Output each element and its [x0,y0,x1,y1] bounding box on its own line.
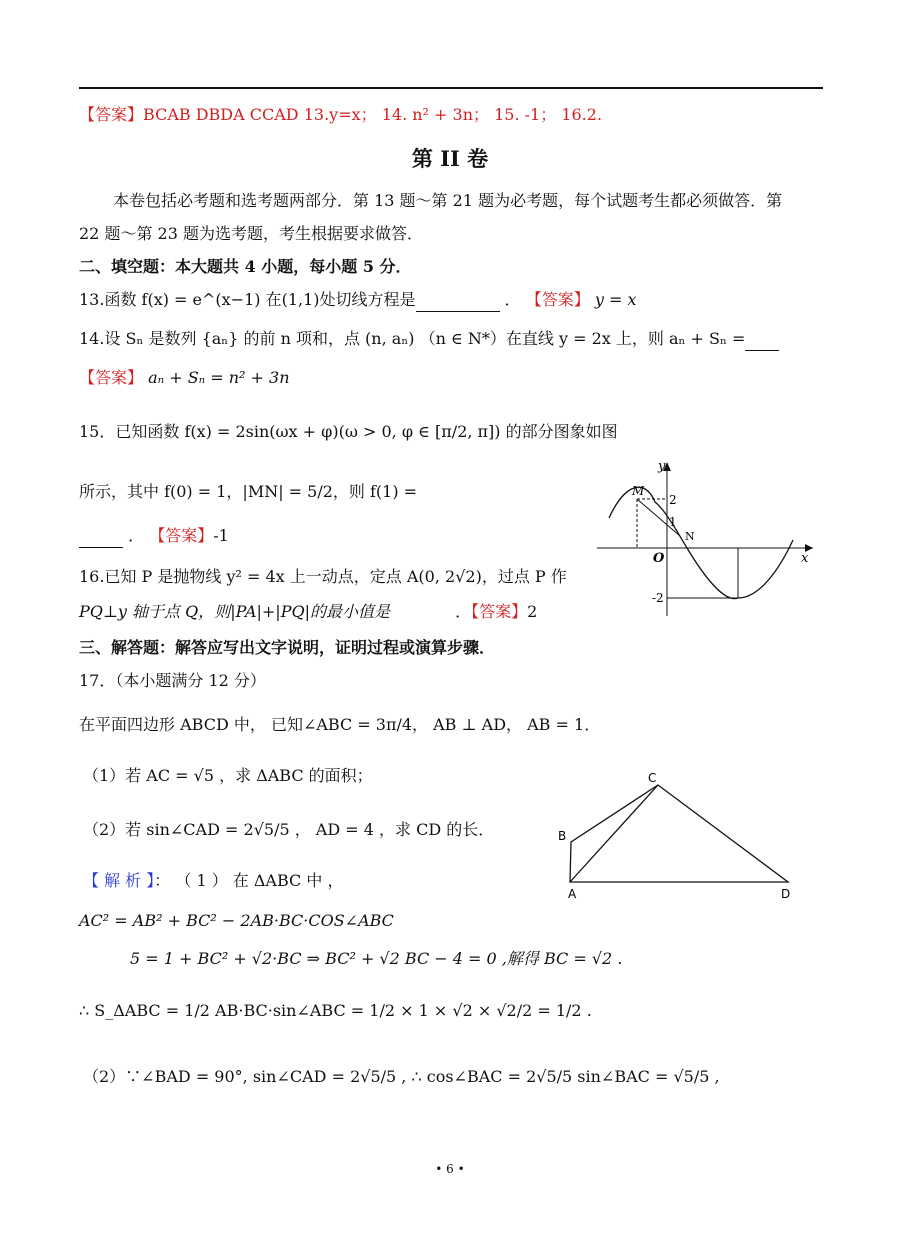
analysis-rest: ： （ 1 ） 在 ΔABC 中 ， [154,871,344,890]
section-fill-in: 二、填空题：本大题共 4 小题，每小题 5 分． [79,257,412,276]
q14-text: 14.设 Sₙ 是数列 {aₙ} 的前 n 项和，点 (n, aₙ) （n ∈ N*）在直线 y = 2x 上，则 aₙ + Sₙ = [79,329,746,348]
q15-answer-line: ． 【答案】-1 [79,525,229,548]
label-b: B [558,829,567,843]
q15-answer: -1 [213,526,229,545]
q17-given: 在平面四边形 ABCD 中， 已知∠ABC = 3π/4， AB ⊥ AD， AB = 1． [79,715,601,734]
graph-m-label: M [632,484,645,498]
top-rule [79,87,823,89]
analysis-tag: 【 解 析 】 [83,871,155,890]
q14-answer-tag: 【答案】 [79,368,144,387]
page-number: • 6 • [435,1162,465,1176]
graph-n-label: N [685,530,695,543]
q17-head: 17．（本小题满分 12 分） [79,671,266,690]
q17-step-3: ∴ S_ΔABC = 1/2 AB·BC·sin∠ABC = 1/2 × 1 × √2 × √2/2 = 1/2 . [79,1001,592,1020]
graph-tick-2: 2 [669,493,677,507]
q13-text: 13.函数 f(x) = e^(x−1) 在(1,1)处切线方程是 [79,290,416,309]
q16-line-2: PQ⊥y 轴于点 Q，则|PA|+|PQ|的最小值是 ．【答案】2 [79,602,538,621]
q16-line-1: 16.已知 P 是抛物线 y² = 4x 上一动点，定点 A(0, 2√2)，过点 P 作 [79,567,567,586]
q17-step-4: （2）∵∠BAD = 90°, sin∠CAD = 2√5/5 , ∴ cos∠BAC = 2√5/5 sin∠BAC = √5/5 , [83,1067,720,1086]
q13-blank [416,289,500,312]
sine-graph [595,458,820,618]
section-solutions: 三、解答题：解答应写出文字说明，证明过程或演算步骤． [79,638,496,657]
q16-answer-tag: 【答案】 [471,602,528,621]
q15-line-1: 15．已知函数 f(x) = 2sin(ωx + φ)(ω > 0, φ ∈ [π/2, π]) 的部分图象如图 [79,422,618,441]
q17-part-1: （1）若 AC = √5 ，求 ΔABC 的面积； [83,766,373,785]
answer-summary [79,104,602,126]
q15-blank [79,525,123,548]
answer-tag: 【答案】 [79,105,144,124]
q14-blank [745,328,779,351]
intro-line-1: 本卷包括必考题和选考题两部分．第 13 题～第 21 题为必考题，每个试题考生都必须做答．第 [113,191,783,210]
sine-curve [609,487,793,598]
q13-answer-tag: 【答案】 [525,290,590,309]
label-c: C [648,771,657,785]
q16-text: PQ⊥y 轴于点 Q，则|PA|+|PQ|的最小值是 [79,602,390,621]
q15-line-2: 所示，其中 f(0) = 1，|MN| = 5/2，则 f(1) = [79,482,418,501]
graph-y-label: y [658,459,666,474]
graph-tick-neg2: -2 [652,591,664,605]
q13-answer: y = x [594,290,637,309]
answer-summary-text: BCAB DBDA CCAD 13.y=x； 14. n² + 3n； 15. -1； 16.2. [143,105,603,124]
graph-origin-label: O [653,551,665,566]
q17-step-1: AC² = AB² + BC² − 2AB·BC·COS∠ABC [79,911,394,930]
q14-answer-line [79,367,290,389]
q15-answer-tag: 【答案】 [149,526,214,545]
q17-step-2: 5 = 1 + BC² + √2·BC ⇒ BC² + √2 BC − 4 = 0 ,解得 BC = √2 . [130,949,623,968]
label-a: A [568,887,577,901]
question-14 [79,328,779,351]
graph-x-label: x [801,551,809,566]
label-d: D [781,887,791,901]
intro-line-2: 22 题～第 23 题为选考题，考生根据要求做答． [79,224,423,243]
graph-tick-1: 1 [669,515,677,529]
question-13: 13.函数 f(x) = e^(x−1) 在(1,1)处切线方程是 ． 【答案】 y = x [79,289,636,312]
section-title: 第 II 卷 [411,146,489,171]
q17-part-2: （2）若 sin∠CAD = 2√5/5 ， AD = 4 ，求 CD 的长． [83,820,495,839]
q17-analysis [83,870,343,892]
quad-outline [570,785,788,882]
q14-answer: aₙ + Sₙ = n² + 3n [148,368,290,387]
q16-answer: 2 [527,602,538,621]
quadrilateral-figure [555,770,805,905]
